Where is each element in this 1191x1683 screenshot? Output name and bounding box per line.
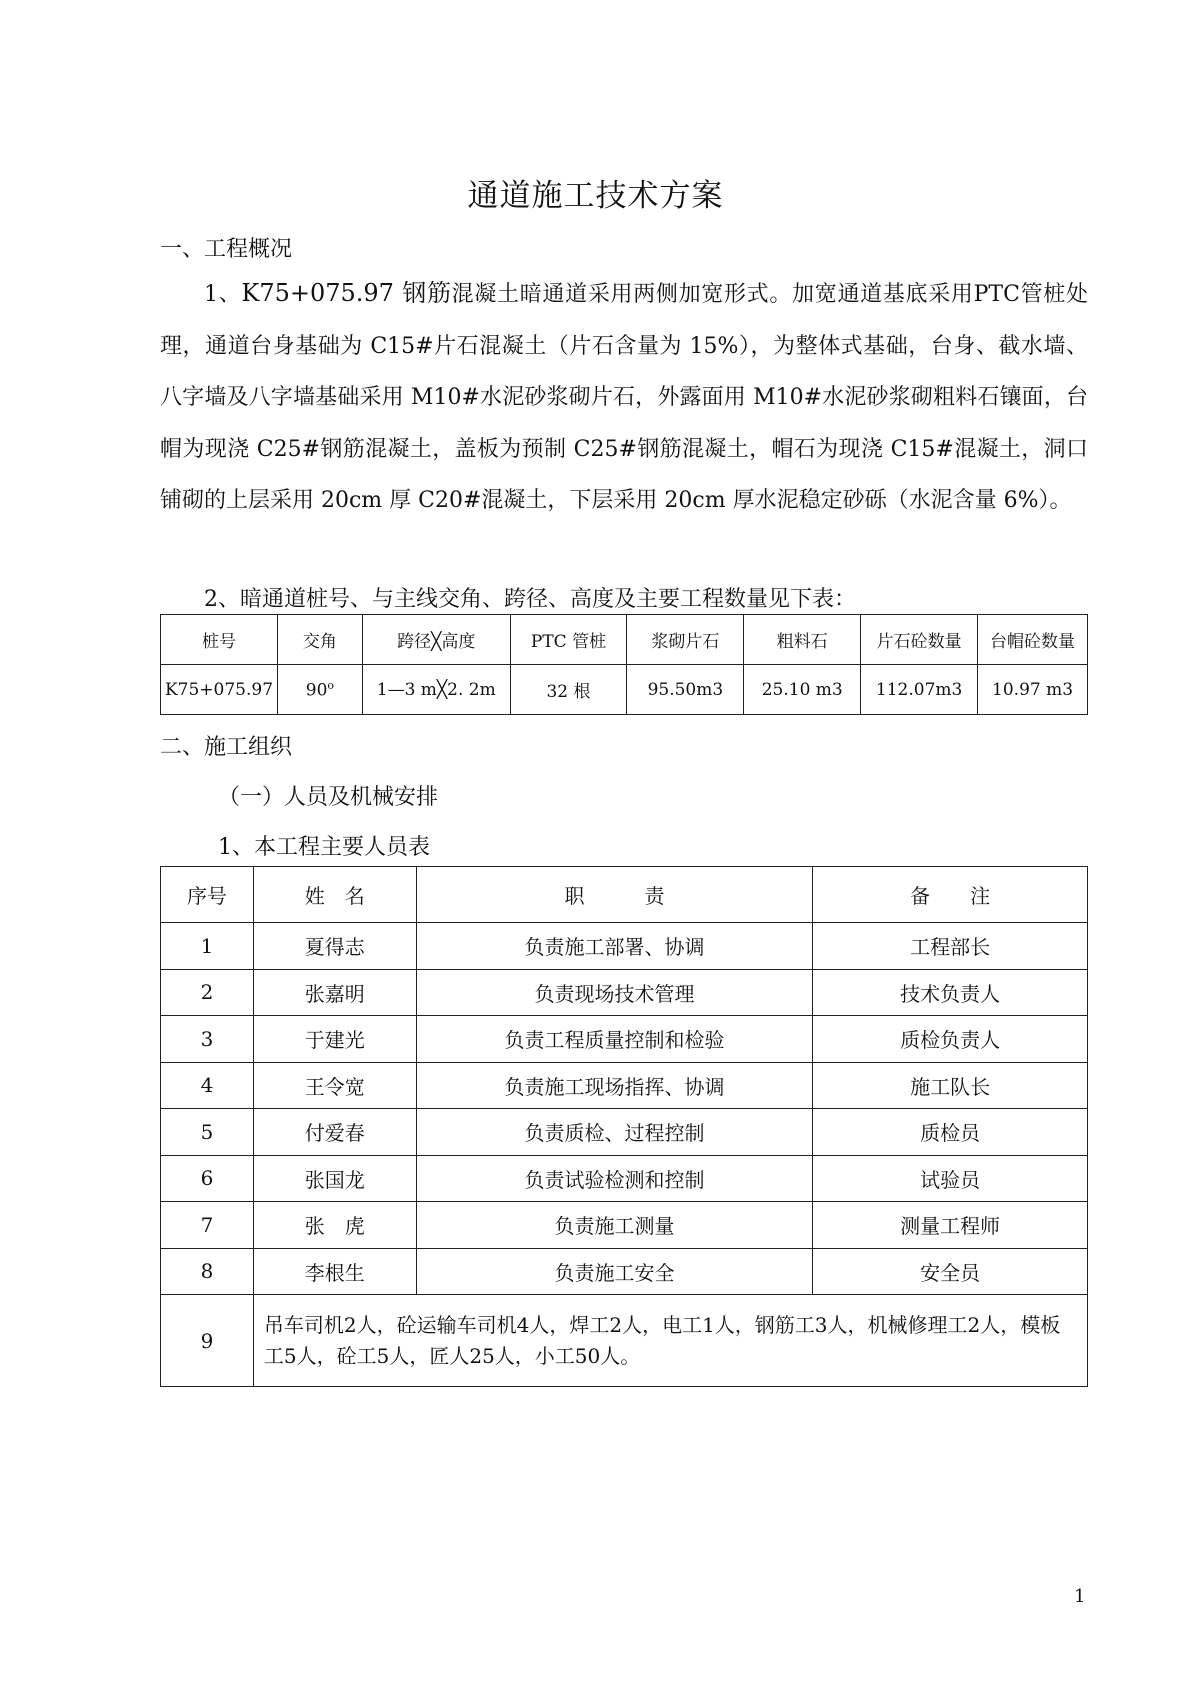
table-cell: 9 [161,1295,254,1387]
table-intro-paragraph: 2、暗通道桩号、与主线交角、跨径、高度及主要工程数量见下表： [204,587,856,612]
table-cell: 3 [161,1016,254,1063]
table-cell: 负责质检、过程控制 [416,1109,813,1156]
table-cell: 负责工程质量控制和检验 [416,1016,813,1063]
table-cell: 工程部长 [813,923,1088,970]
table-cell: 2 [161,969,254,1016]
table-header-row [161,867,1088,923]
table-cell: 付爱春 [253,1109,416,1156]
table-cell: 夏得志 [253,923,416,970]
table-cell: 负责施工现场指挥、协调 [416,1062,813,1109]
paragraph-number: 1、 [204,282,242,307]
table-row [161,1109,1088,1156]
table-cell: 负责施工部署、协调 [416,923,813,970]
angle-value: 90 [305,680,328,701]
paragraph-text: 混凝土暗通道采用两侧加宽形式。加宽通道基底采用PTC管桩处理，通道台身基础为 C15#片石混凝土（片石含量为 15%），为整体式基础，台身、截水墙、八字墙及八字墙基础采用 M10#水泥砂浆砌片石，外露面用 M10#水泥砂浆砌粗料石镶面，台帽为现浇 C25#钢筋混凝土，盖板为预制 C25#钢筋混凝土，帽石为现浇 C15#混凝土，洞口铺砌的上层采用 20cm 厚 C20#混凝土，下层采用 20cm 厚水泥稳定砂砾（水泥含量 6%）。 [160,282,1089,513]
table-cell: 张 虎 [253,1202,416,1249]
table-cell [277,665,362,715]
header-cell: 备 注 [813,867,1088,923]
table-cell: 于建光 [253,1016,416,1063]
table-cell: 5 [161,1109,254,1156]
header-cell: 浆砌片石 [627,615,744,665]
overview-paragraph [160,268,1088,527]
table-cell: 质检负责人 [813,1016,1088,1063]
table-cell: 1—3 m╳2. 2m [362,665,510,715]
table-row [161,1016,1088,1063]
table-cell: 技术负责人 [813,969,1088,1016]
table-row [161,665,1088,715]
table-cell: 112.07m3 [861,665,978,715]
header-cell: 交角 [277,615,362,665]
header-cell: 姓 名 [253,867,416,923]
table-cell: K75+075.97 [161,665,278,715]
header-cell: 序号 [161,867,254,923]
table-row [161,923,1088,970]
table-cell: 测量工程师 [813,1202,1088,1249]
table-header-row [161,615,1088,665]
table-cell: 王令宽 [253,1062,416,1109]
table-cell: 95.50m3 [627,665,744,715]
degree-mark: o [327,678,335,692]
page-number: 1 [1074,1586,1086,1607]
table-cell: 25.10 m3 [744,665,861,715]
table-cell: 负责施工安全 [416,1248,813,1295]
table-row [161,1295,1088,1387]
table-cell: 1 [161,923,254,970]
table-cell: 8 [161,1248,254,1295]
table-note-cell: 吊车司机2人，砼运输车司机4人，焊工2人，电工1人，钢筋工3人，机械修理工2人，模板工5人，砼工5人，匠人25人，小工50人。 [253,1295,1087,1387]
table-cell: 试验员 [813,1155,1088,1202]
table-cell: 张国龙 [253,1155,416,1202]
header-cell: 粗料石 [744,615,861,665]
engineering-quantity-table [160,614,1088,715]
header-cell: 职 责 [416,867,813,923]
table-cell: 负责施工测量 [416,1202,813,1249]
table-cell: 4 [161,1062,254,1109]
table-cell: 32 根 [510,665,627,715]
header-cell: 台帽砼数量 [978,615,1088,665]
section-heading-overview: 一、工程概况 [160,237,293,262]
table-cell: 安全员 [813,1248,1088,1295]
table-cell: 7 [161,1202,254,1249]
table-cell: 质检员 [813,1109,1088,1156]
table-row [161,1202,1088,1249]
table-cell: 施工队长 [813,1062,1088,1109]
table-cell: 李根生 [253,1248,416,1295]
subsection-heading: （一）人员及机械安排 [218,785,439,810]
table-cell: 张嘉明 [253,969,416,1016]
table-row [161,1062,1088,1109]
staff-table [160,866,1088,1387]
table-row [161,1248,1088,1295]
table-cell: 负责试验检测和控制 [416,1155,813,1202]
section-heading-organization: 二、施工组织 [160,735,293,760]
header-cell: PTC 管桩 [510,615,627,665]
table-cell: 10.97 m3 [978,665,1088,715]
table-row [161,1155,1088,1202]
staff-table-caption: 1、本工程主要人员表 [218,835,430,860]
document-title: 通道施工技术方案 [467,178,724,214]
table-row [161,969,1088,1016]
paragraph-emphasis: K75+075.97 钢筋 [241,279,452,307]
header-cell: 桩号 [161,615,278,665]
table-cell: 负责现场技术管理 [416,969,813,1016]
header-cell: 跨径╳高度 [362,615,510,665]
header-cell: 片石砼数量 [861,615,978,665]
table-cell: 6 [161,1155,254,1202]
